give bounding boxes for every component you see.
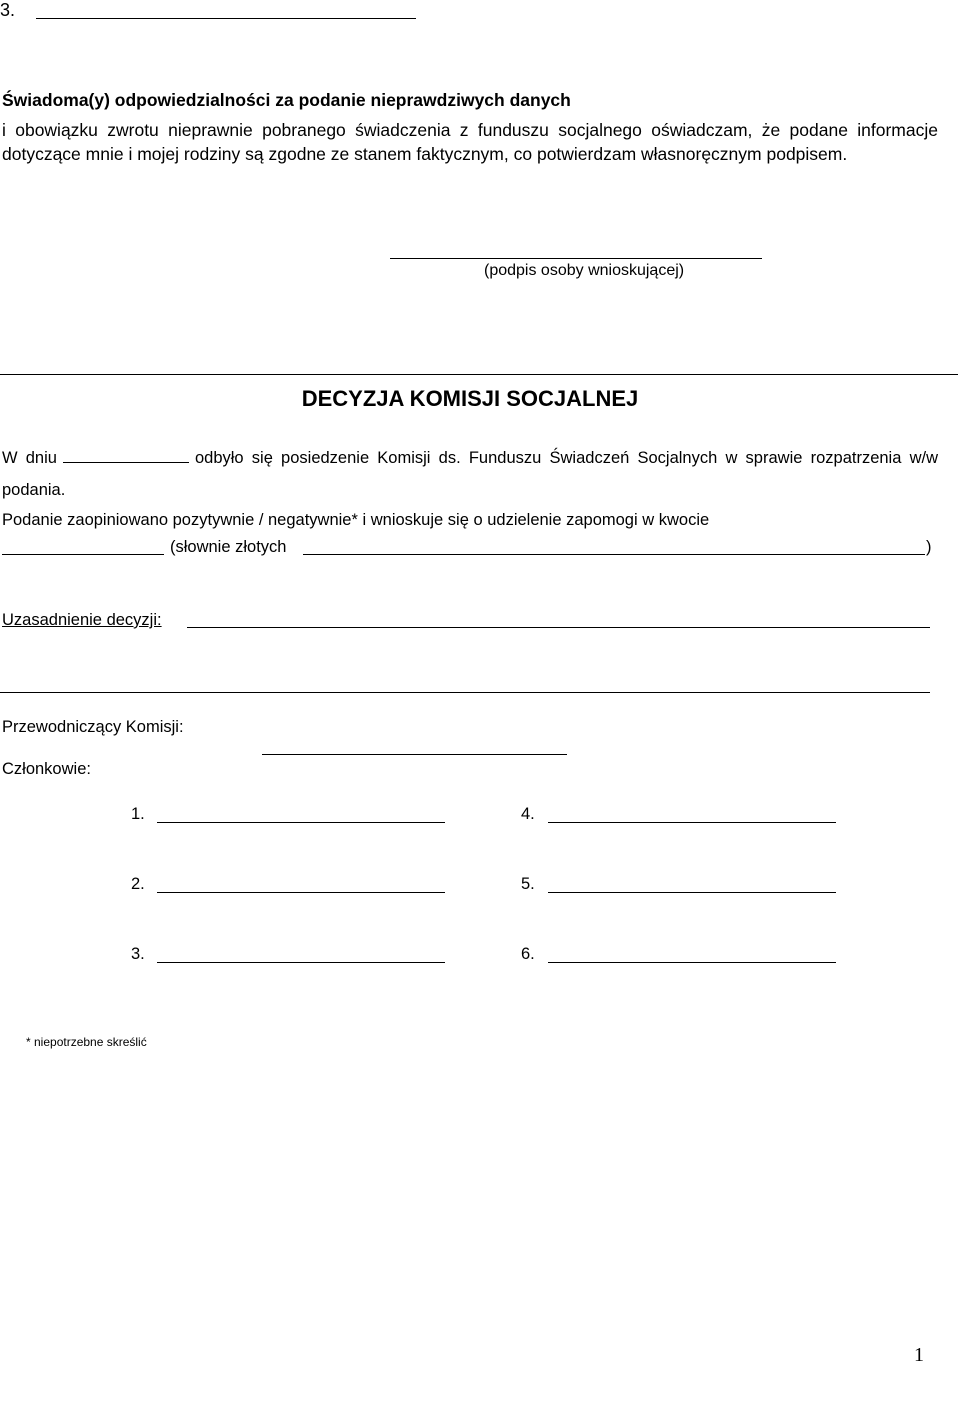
footnote: * niepotrzebne skreślić [26, 1035, 147, 1049]
member-4-number: 4. [521, 805, 535, 823]
member-1-number: 1. [131, 805, 145, 823]
chairperson-label: Przewodniczący Komisji: [2, 718, 184, 736]
meeting-date-prefix: W dniu [2, 449, 57, 467]
member-6-signature-line[interactable] [548, 962, 836, 963]
justification-field-line-2[interactable] [0, 692, 930, 693]
decision-title: DECYZJA KOMISJI SOCJALNEJ [301, 386, 639, 411]
declaration-heading: Świadoma(y) odpowiedzialności za podanie nieprawdziwych danych [2, 90, 571, 110]
page-number: 1 [914, 1344, 924, 1366]
amount-in-words-close: ) [926, 538, 932, 556]
opinion-paragraph: Podanie zaopiniowano pozytywnie / negatywnie* i wnioskuje się o udzielenie zapomogi w kwocie [2, 511, 710, 529]
section-divider [0, 374, 958, 375]
member-4-signature-line[interactable] [548, 822, 836, 823]
member-3-signature-line[interactable] [157, 962, 445, 963]
section-number: 3. [0, 0, 16, 20]
member-2-signature-line[interactable] [157, 892, 445, 893]
amount-in-words-label: (słownie złotych [170, 538, 287, 556]
justification-field-line-1[interactable] [187, 627, 930, 628]
member-5-number: 5. [521, 875, 535, 893]
member-5-signature-line[interactable] [548, 892, 836, 893]
member-3-number: 3. [131, 945, 145, 963]
meeting-paragraph-text: odbyło się posiedzenie Komisji ds. Funduszu Świadczeń Socjalnych w sprawie rozpatrzenia w/w podania. [2, 449, 938, 499]
members-label: Członkowie: [2, 760, 91, 778]
member-2-number: 2. [131, 875, 145, 893]
section-blank-line[interactable] [36, 18, 416, 19]
meeting-paragraph [2, 442, 938, 506]
justification-label: Uzasadnienie decyzji: [2, 611, 162, 629]
signature-caption: (podpis osoby wnioskującej) [484, 262, 685, 279]
declaration-text: i obowiązku zwrotu nieprawnie pobranego świadczenia z funduszu socjalnego oświadczam, że podane informacje dotyczące mnie i mojej rodziny są zgodne ze stanem faktycznym, co potwierdzam własnoręcznym podpisem. [2, 120, 938, 164]
amount-in-words-field[interactable] [303, 554, 925, 555]
meeting-date-field[interactable] [63, 448, 189, 463]
applicant-signature-line[interactable] [390, 258, 762, 259]
amount-field[interactable] [2, 554, 164, 555]
chairperson-signature-line[interactable] [262, 754, 567, 755]
member-6-number: 6. [521, 945, 535, 963]
member-1-signature-line[interactable] [157, 822, 445, 823]
